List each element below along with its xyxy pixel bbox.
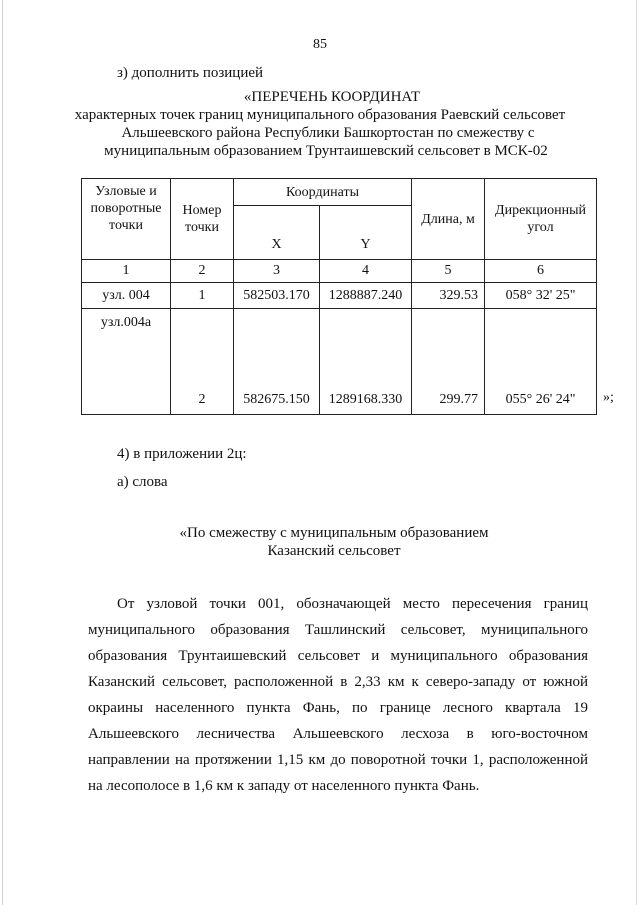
cell-x: 582675.150 bbox=[234, 309, 320, 415]
item-a: а) слова bbox=[117, 474, 168, 490]
cell-node: узл.004а bbox=[82, 309, 171, 415]
paragraph-line: образования Трунтаишевский сельсовет и муниципального образования bbox=[88, 648, 588, 664]
cell-node: узл. 004 bbox=[82, 283, 171, 309]
table-row bbox=[82, 283, 597, 309]
page-number: 85 bbox=[313, 37, 327, 52]
column-number: 6 bbox=[485, 260, 597, 283]
header-nodes: Узловые и поворотные точки bbox=[82, 179, 171, 260]
body-paragraph bbox=[88, 591, 588, 799]
paragraph-line: Казанский сельсовет, расположенной в 2,33 км к северо-западу от южной bbox=[88, 674, 588, 690]
cell-x: 582503.170 bbox=[234, 283, 320, 309]
header-point-number: Номер точки bbox=[171, 179, 234, 260]
paragraph-line: От узловой точки 001, обозначающей место пересечения границ bbox=[117, 596, 588, 612]
paragraph-line: направлении на протяжении 1,15 км до поворотной точки 1, расположенной bbox=[88, 752, 588, 768]
column-number: 1 bbox=[82, 260, 171, 283]
table-row bbox=[82, 309, 597, 415]
cell-length: 329.53 bbox=[412, 283, 485, 309]
list-subtitle-line: Альшеевского района Республики Башкортостан по смежеству с bbox=[121, 125, 535, 141]
header-direction: Дирекционный угол bbox=[485, 179, 597, 260]
column-number: 2 bbox=[171, 260, 234, 283]
column-number: 4 bbox=[320, 260, 412, 283]
paragraph-line: муниципального образования Ташлинский сельсовет, муниципального bbox=[88, 622, 588, 638]
closing-mark: »; bbox=[603, 390, 614, 405]
cell-y: 1289168.330 bbox=[320, 309, 412, 415]
cell-length: 299.77 bbox=[412, 309, 485, 415]
column-number: 3 bbox=[234, 260, 320, 283]
quote-title-line: Казанский сельсовет bbox=[267, 543, 401, 559]
header-coordinates: Координаты bbox=[234, 179, 412, 206]
list-title: «ПЕРЕЧЕНЬ КООРДИНАТ bbox=[243, 89, 421, 105]
column-number: 5 bbox=[412, 260, 485, 283]
scan-edge-left bbox=[2, 0, 3, 905]
quote-title-line: «По смежеству с муниципальным образованием bbox=[179, 525, 489, 541]
coordinates-table bbox=[81, 178, 597, 415]
cell-angle: 058° 32' 25" bbox=[485, 283, 597, 309]
cell-point: 1 bbox=[171, 283, 234, 309]
item-4: 4) в приложении 2ц: bbox=[117, 446, 247, 462]
paragraph-line: окраины населенного пункта Фань, по границе лесного квартала 19 bbox=[88, 700, 588, 716]
cell-point: 2 bbox=[171, 309, 234, 415]
cell-y: 1288887.240 bbox=[320, 283, 412, 309]
header-y: Y bbox=[320, 206, 412, 260]
header-x: X bbox=[234, 206, 320, 260]
list-subtitle-line: характерных точек границ муниципального образования Раевский сельсовет bbox=[74, 107, 566, 123]
paragraph-line: на лесополосе в 1,6 км к западу от населенного пункта Фань. bbox=[88, 778, 480, 794]
header-length: Длина, м bbox=[412, 179, 485, 260]
cell-angle: 055° 26' 24" bbox=[485, 309, 597, 415]
column-number-row bbox=[82, 260, 597, 283]
list-subtitle-line: муниципальным образованием Трунтаишевский сельсовет в МСК-02 bbox=[104, 143, 548, 159]
intro-item: з) дополнить позицией bbox=[117, 65, 264, 81]
paragraph-line: Альшеевского лесничества Альшеевского лесхоза в юго-восточном bbox=[88, 726, 588, 742]
